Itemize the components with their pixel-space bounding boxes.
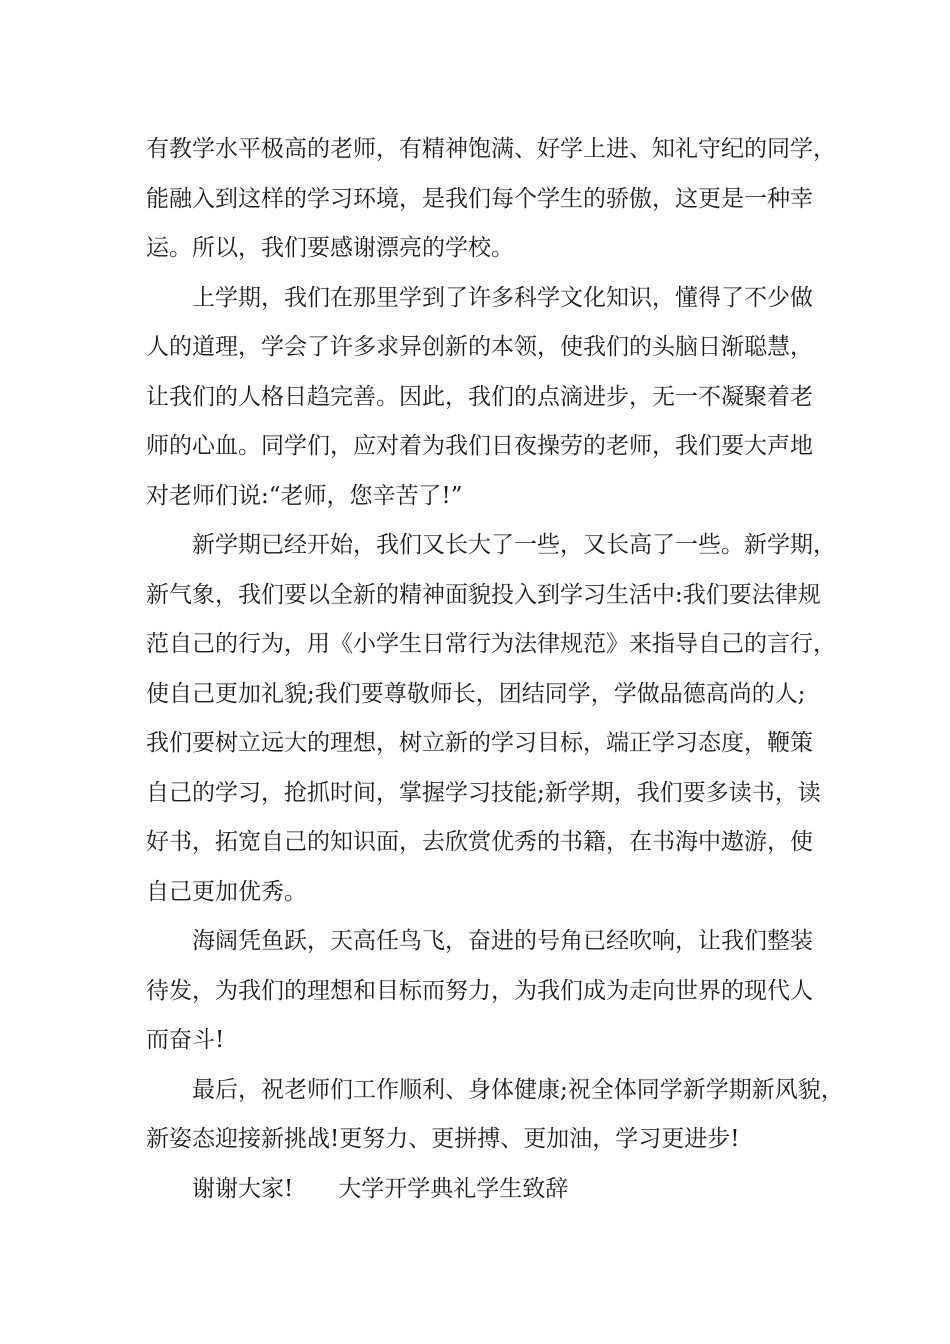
text-line: 新气象，我们要以全新的精神面貌投入到学习生活中:我们要法律规	[146, 581, 821, 608]
text-line: 上学期，我们在那里学到了许多科学文化知识，懂得了不少做	[192, 284, 813, 311]
text-line: 能融入到这样的学习环境，是我们每个学生的骄傲，这更是一种幸	[146, 185, 813, 212]
paragraph-1	[146, 129, 836, 278]
text-line: 自己的学习，抢抓时间，掌握学习技能;新学期，我们要多读书，读	[146, 779, 821, 806]
text-line: 人的道理，学会了许多求异创新的本领，使我们的头脑日渐聪慧，	[146, 334, 813, 360]
text-line: 范自己的行为，用《小学生日常行为法律规范》来指导自己的言行，	[146, 631, 836, 657]
text-line: 对老师们说:“老师，您辛苦了!”	[146, 482, 463, 509]
text-line: 运。所以，我们要感谢漂亮的学校。	[146, 235, 514, 261]
text-line: 使自己更加礼貌;我们要尊敬师长，团结同学，学做品德高尚的人;	[146, 680, 806, 707]
next-article-title: 大学开学典礼学生致辞	[338, 1175, 569, 1202]
text-line: 我们要树立远大的理想，树立新的学习目标，端正学习态度，鞭策	[146, 730, 813, 756]
paragraph-3	[146, 525, 836, 921]
text-line: 海阔凭鱼跃，天高任鸟飞，奋进的号角已经吹响，让我们整装	[192, 928, 813, 954]
text-line: 好书，拓宽自己的知识面，去欣赏优秀的书籍，在书海中遨游，使	[146, 829, 813, 855]
document-body	[146, 129, 844, 1218]
paragraph-2	[146, 278, 826, 526]
text-line: 而奋斗!	[146, 1027, 225, 1053]
text-line: 新学期已经开始，我们又长大了一些，又长高了一些。新学期，	[192, 532, 836, 558]
text-line: 让我们的人格日趋完善。因此，我们的点滴进步，无一不凝聚着老	[146, 383, 813, 410]
closing-thanks: 谢谢大家!	[192, 1175, 294, 1202]
text-line: 新姿态迎接新挑战!更努力、更拼搏、更加油，学习更进步!	[146, 1126, 740, 1152]
text-line: 待发，为我们的理想和目标而努力，为我们成为走向世界的现代人	[146, 977, 813, 1004]
paragraph-4	[146, 921, 826, 1070]
closing-line	[146, 1169, 826, 1219]
text-line: 最后，祝老师们工作顺利、身体健康;祝全体同学新学期新风貌，	[192, 1076, 844, 1103]
text-line: 师的心血。同学们，应对着为我们日夜操劳的老师，我们要大声地	[146, 433, 813, 459]
text-line: 自己更加优秀。	[146, 878, 307, 905]
text-line: 有教学水平极高的老师，有精神饱满、好学上进、知礼守纪的同学，	[146, 136, 836, 162]
paragraph-5	[146, 1070, 844, 1169]
